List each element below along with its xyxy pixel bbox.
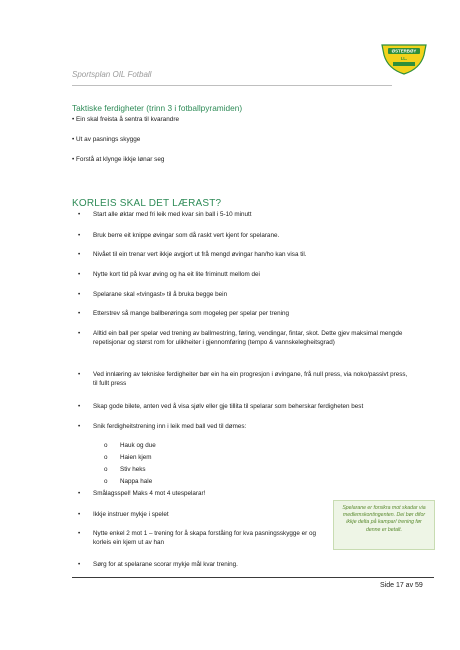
list-item-text: Bruk berre eit knippe øvingar som då raskt vert kjent for spelarane. [93,232,280,239]
bullet-icon: • [78,511,81,518]
sub-list-item-text: Nappa hale [120,478,153,485]
bullet-icon: • [78,271,81,278]
page-number: Side 17 av 59 [380,582,423,589]
tactical-item: • Ein skal freista å sentra til kvarandre [72,116,180,123]
bullet-icon: • [78,291,81,298]
list-item-text: Spelarane skal «tvingast» til å bruka begge bein [93,291,228,298]
svg-text:I.L.: I.L. [400,56,408,61]
bullet-icon: • [78,403,81,410]
list-item-text: Ikkje instruer mykje i spelet [93,511,169,518]
sub-list-item-text: Stiv heks [120,466,146,473]
circle-bullet-icon: o [104,454,108,461]
bullet-icon: • [78,530,81,537]
list-item-text: Snik ferdigheitstrening inn i leik med ball ved til dømes: [93,423,247,430]
list-item-text: Nytte enkel 2 mot 1 – trening for å skapa forståing for kva pasningsskygge er og korleis ein kjem ut av han [93,530,316,547]
bullet-icon: • [78,371,81,378]
list-item-text: Nivået til ein trenar vert ikkje avgjort ut frå mengd øvingar han/ho kan visa til. [93,251,307,258]
bullet-icon: • [78,251,81,258]
tactical-item: • Forstå at klynge ikkje lønar seg [72,156,165,163]
header-divider [72,85,392,86]
club-logo [380,43,428,75]
list-item-text: Start alle øktar med fri leik med kvar sin ball i 5-10 minutt [93,211,252,218]
insurance-note-box: Spelarane er forsikra mot skadar via medlemskontingenten. Dei bør difor ikkje delta på kampar/ trening før denne er betalt. [333,500,435,550]
tactical-item: • Ut av pasnings skygge [72,136,141,143]
footer-divider [72,577,434,578]
svg-text:ØSTERBØY: ØSTERBØY [391,48,417,54]
list-item-text: Ved innlæring av tekniske ferdigheiter bør ein ha ein progresjon i øvingane, frå null press, via noko/passivt press, til fullt press [93,371,408,388]
section-heading-how-to-learn: KORLEIS SKAL DET LÆRAST? [72,198,222,209]
list-item-text: Alltid ein ball per spelar ved trening av ballmestring, føring, vendingar, fintar, skot. Dette gjev maksimal mengde repetisjonar og størst rom for ulikheiter i gjennomføring (tempo & vannskelegheitsgrad) [93,330,403,347]
list-item-text: Sørg for at spelarane scorar mykje mål kvar trening. [93,561,238,568]
bullet-icon: • [78,211,81,218]
circle-bullet-icon: o [104,466,108,473]
bullet-icon: • [78,232,81,239]
sub-list-item-text: Haien kjem [120,454,152,461]
bullet-icon: • [78,310,81,317]
list-item-text: Skap gode bilete, anten ved å visa sjølv eller gje tillita til spelarar som beherskar ferdigheten best [93,403,364,410]
list-item-text: Nytte kort tid på kvar øving og ha eit lite friminutt mellom dei [93,271,260,278]
document-header-title: Sportsplan OIL Fotball [72,70,152,79]
bullet-icon: • [78,561,81,568]
list-item-text: Etterstrev så mange ballberøringa som mogeleg per spelar per trening [93,310,289,317]
sub-list-item-text: Hauk og due [120,442,156,449]
list-item-text: Smålagsspel! Maks 4 mot 4 utespelarar! [93,490,206,497]
bullet-icon: • [78,490,81,497]
bullet-icon: • [78,330,81,337]
section-heading-tactical: Taktiske ferdigheter (trinn 3 i fotballpyramiden) [72,103,243,113]
bullet-icon: • [78,423,81,430]
circle-bullet-icon: o [104,442,108,449]
circle-bullet-icon: o [104,478,108,485]
